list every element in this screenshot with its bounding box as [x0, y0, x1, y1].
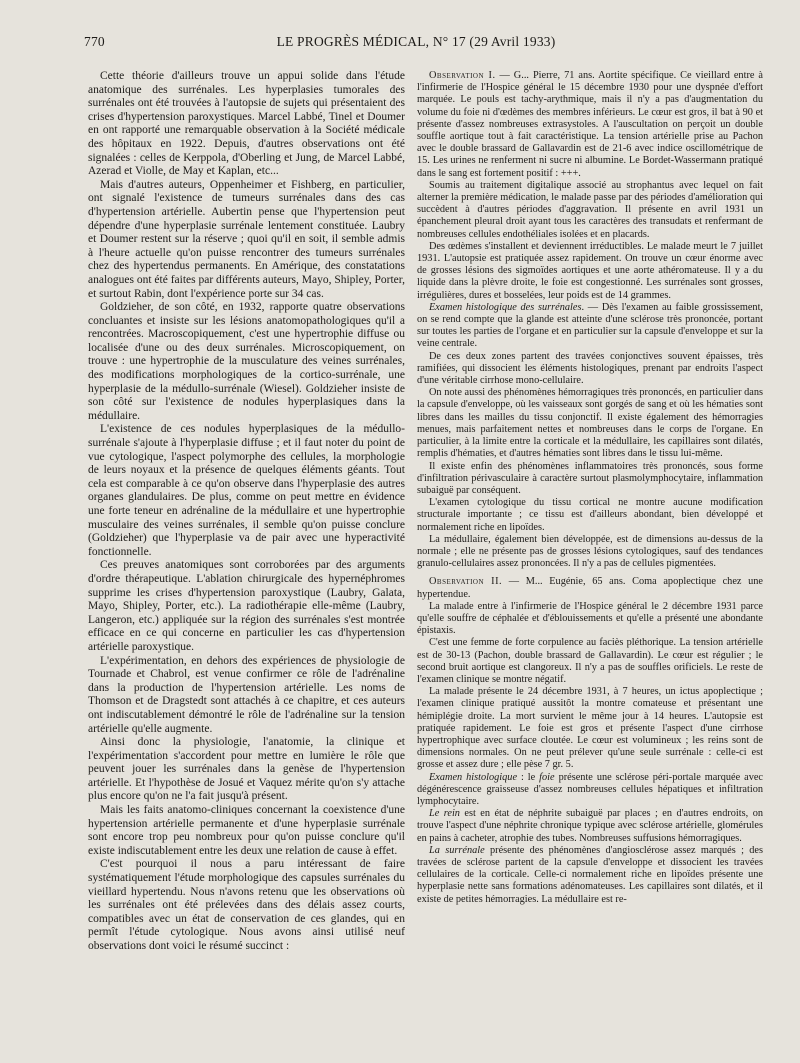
left-column	[88, 70, 405, 1037]
histology-heading: Examen histologique	[429, 771, 518, 783]
paragraph: Soumis au traitement digitalique associé au strophantus avec lequel on fait alterner la première médication, le malade passe par des périodes d'amélioration qui succèdent à d'autres périodes d'aggravation. Il présente en avril 1931 un épanchement pleural droit ayant tous les caractères des transudats et renfermant de nombreuses cellules endothéliales isolées et en placards.	[417, 179, 763, 240]
paragraph: L'examen cytologique du tissu cortical ne montre aucune modification structurale importante ; ce tissu est d'ailleurs abondant, bien développé et normalement riche en lipoïdes.	[417, 497, 763, 533]
paragraph	[417, 845, 763, 906]
histology-text: . — Dès l'examen au faible grossissement, on se rend compte que la glande est atteinte d'une sclérose très prononcée, portant sur toutes les parties de l'organe et en particulier sur la capsule d'enveloppe et sur la veine centrale.	[417, 301, 763, 350]
paragraph: Des œdèmes s'installent et deviennent irréductibles. Le malade meurt le 7 juillet 1931. L'autopsie est pratiquée assez rapidement. On trouve un cœur énorme avec de grosses lésions des sigmoïdes aortiques et une aorte athéromateuse. Il y a du liquide dans la plèvre droite, le foie est congestionné. Les surrénales sont grosses, irrégulières, dures et bosselées, leur poids est de 14 grammes.	[417, 240, 763, 301]
paragraph: Cette théorie d'ailleurs trouve un appui solide dans l'étude anatomique des surrénales. Les hyperplasies tumorales des surrénales ont été trouvées à l'autopsie de sujets qui présentaient des crises d'hypertension paroxystiques. Marcel Labbé, Tinel et Doumer en ont rapporté une remarquable observation à la Société médicale des hôpitaux en 1922. Depuis, d'autres observations ont été signalées : celles de Kerppola, d'Oberling et Jung, de Marcel Labbé, Azerad et Violle, de May et Kaplan, etc...	[88, 70, 405, 178]
page-number: 770	[84, 34, 105, 49]
paragraph: La malade présente le 24 décembre 1931, à 7 heures, un ictus apoplectique ; l'examen clinique pratiqué aussitôt la montre comateuse et présentant une hémiplégie droite. La mort survient le même jour à 14 heures. L'autopsie est pratiquée rapidement. Le foie est gros et présente l'aspect d'une cirrhose hypertrophique avec surface cloutée. Le cœur est volumineux ; les reins sont de dimensions normales. On ne peut prélever qu'une seule surrénale : celle-ci est grosse et assez dure ; elle pèse 7 gr. 5.	[417, 686, 763, 771]
paragraph: L'expérimentation, en dehors des expériences de physiologie de Tournade et Chabrol, est venue confirmer ce rôle de l'adrénaline dans la production de l'hypertension artérielle. Les noms de Thomson et de Dragstedt sont attachés à ce chapitre, et ces auteurs ont indiscutablement démontré le rôle de l'adrénaline sur la tension artérielle qu'elle augmente.	[88, 654, 405, 735]
paragraph: L'existence de ces nodules hyperplasiques de la médullo-surrénale s'ajoute à l'hyperplasie diffuse ; et il faut noter du point de vue cytologique, l'aspect polymorphe des cellules, la morphologie de leurs noyaux et la présence de quelques éléments géants. Tout cela est comparable à ce qu'on observe dans l'hyperplasie des autres organes glandulaires. De plus, comme on peut mettre en évidence une forte teneur en adrénaline de la médullaire et une hypertrophie musculaire des veines surrénales, il semble qu'on puisse conclure (Goldzieher) que l'hyperplasie va de pair avec une hyperactivité fonctionnelle.	[88, 423, 405, 558]
text-run: présente une sclérose péri-portale marquée avec dégénérescence graisseuse d'assez nombreuses cellules hépatiques et infiltration lymphocytaire.	[417, 771, 763, 807]
organ-term: Le rein	[429, 808, 460, 820]
paragraph: La malade entre à l'infirmerie de l'Hospice général le 2 décembre 1931 parce qu'elle souffre de céphalée et d'éblouissements et qu'elle a présenté une abondante épistaxis.	[417, 600, 763, 637]
paragraph: C'est pourquoi il nous a paru intéressant de faire systématiquement l'étude morphologique des capsules surrénales du vieillard hypertendu. Nous n'avons retenu que les observations où les surrénales ont été prélevées dans des délais assez courts, compatibles avec un état de conservation de ces glandes, qui en permît l'étude cytologique. Nous avons ainsi utilisé neuf observations dont voici le résumé succinct :	[88, 858, 405, 952]
paragraph: Mais les faits anatomo-cliniques concernant la coexistence d'une hypertension artérielle permanente et d'une hyperplasie surrénale sont encore trop peu nombreux pour qu'on puisse conclure qu'il existe indiscutablement entre les deux une relation de cause à effet.	[88, 804, 405, 857]
paragraph: On note aussi des phénomènes hémorragiques très prononcés, en particulier dans la capsule d'enveloppe, où les vaisseaux sont gorgés de sang et où les hématies sont libres dans les mailles du tissu conjonctif. Il existe également des hémorragies menues, mais parfaitement nettes et nombreuses dans le corps de l'organe. En particulier, à la limite entre la corticale et la médullaire, les capillaires sont dilatés, remplis d'hématies, et d'autres hématies sont libres dans le tissu lui-même.	[417, 387, 763, 460]
paragraph: Il existe enfin des phénomènes inflammatoires très prononcés, sous forme d'infiltration périvasculaire à caractère surtout plasmolymphocytaire, inflammation subaiguë par conséquent.	[417, 460, 763, 496]
text-run: présente des phénomènes d'angiosclérose assez marqués ; des travées de sclérose partent de la capsule d'enveloppe et dissocient les travées cellulaires de la corticale. Celle-ci normalement riche en lipoïdes présente une hyperplasie nette sans formations adénomateuses. Les capillaires sont dilatés, et il existe de petites hémorragies. La médullaire est re-	[417, 844, 763, 905]
text-run: : le	[517, 771, 540, 783]
organ-term: La surrénale	[429, 844, 485, 856]
paragraph: Mais d'autres auteurs, Oppenheimer et Fishberg, en particulier, ont signalé l'existence de tumeurs surrénales dans des cas d'hypertension artérielle. Aubertin pense que l'hypertension peut dépendre d'une hyperplasie surrénale lentement constituée. Laubry et Doumer restent sur la réserve ; quoi qu'il en soit, il semble admis à l'heure actuelle qu'on puisse rencontrer des tumeurs surrénales chez des hypertendus permanents. En Amérique, des constatations analogues ont été faites par différents auteurs, Mayo, Shipley, Porter, et surtout Rabin, dont l'expérience porte sur 34 cas.	[88, 178, 405, 300]
paragraph: Ainsi donc la physiologie, l'anatomie, la clinique et l'expérimentation s'accordent pour mettre en lumière le rôle que peuvent jouer les surrénales dans la genèse de l'hypertension artérielle. Et l'hypothèse de Josué et Vaquez mérite qu'on s'y attache plus encore qu'on ne l'a fait jusqu'à présent.	[88, 736, 405, 803]
organ-term: foie	[539, 771, 555, 783]
right-column	[417, 70, 763, 1037]
observation-2-label: Observation II.	[429, 576, 503, 588]
text-run: est en état de néphrite subaiguë par places ; en d'autres endroits, on trouve l'aspect d'une néphrite chronique typique avec sclérose artérielle, glomérules en pains à cacheter, atrophie des tubes. Nombreuses suffusions hémorragiques.	[417, 808, 763, 844]
histology-paragraph	[417, 302, 763, 351]
observation-1-text: — G... Pierre, 71 ans. Aortite spécifique. Ce vieillard entre à l'infirmerie de l'Hospice général le 15 décembre 1930 pour une dyspnée d'effort marquée. Le pouls est tachy-arythmique, mais il n'y a pas d'augmentation du volume du foie ni d'œdèmes des membres inférieurs. Le cœur est gros, il bat à 90 et présente d'assez nombreuses extrasystoles. A l'auscultation on perçoit un double souffle aortique tout à fait caractéristique. La tension artérielle prise au Pachon avec le double brassard de Gallavardin est de 21-6 avec indice oscillométrique de 15. Les urines ne renferment ni sucre ni albumine. Le Bordet-Wassermann pratiqué dans le sang est fortement positif : +++.	[417, 70, 763, 179]
paragraph: De ces deux zones partent des travées conjonctives souvent épaisses, très ramifiées, qui dissocient les éléments histologiques, prenant par endroits l'aspect d'une véritable cirrhose mono-cellulaire.	[417, 350, 763, 387]
paragraph	[417, 808, 763, 845]
paragraph: Ces preuves anatomiques sont corroborées par des arguments d'ordre thérapeutique. L'ablation chirurgicale des hypernéphromes supprime les crises d'hypertension paroxystique (Laubry, Galata, Mayo, Shipley, Porter, etc.). La radiothérapie elle-même (Laubry, Langeron, etc.) appliquée sur la région des surrénales s'est montrée efficace en ce qui concerne en particulier les cas d'hypertension artérielle paroxystique.	[88, 559, 405, 653]
histology-paragraph	[417, 772, 763, 809]
paragraph: Goldzieher, de son côté, en 1932, rapporte quatre observations concluantes et insiste sur les lésions anatomopathologiques qu'il a rencontrées. Macroscopiquement, c'est une hypertrophie diffuse ou localisée d'une ou des deux surrénales. Microscopiquement, on trouve : une hypertrophie de la musculature des veines surrénales, des modifications morphologiques de la cortico-surrénale, une hyperplasie de la médullo-surrénale (Wiesel). Goldzieher insiste de son côté sur l'existence de nodules hyperplasiques dans la médullaire.	[88, 301, 405, 422]
page-header	[84, 34, 748, 54]
observation-2	[417, 576, 763, 600]
paragraph: C'est une femme de forte corpulence au faciès pléthorique. La tension artérielle est de 30-13 (Pachon, double brassard de Gallavardin). Le cœur est régulier ; le second bruit aortique est clangoreux. Il n'y a pas de souffles orificiels. Le reste de l'examen clinique se montre négatif.	[417, 637, 763, 685]
observation-2-text: — M... Eugénie, 65 ans. Coma apoplectique chez une hypertendue.	[417, 576, 763, 600]
journal-title: LE PROGRÈS MÉDICAL, N° 17 (29 Avril 1933)	[276, 34, 556, 49]
observation-1	[417, 70, 763, 180]
histology-heading: Examen histologique des surrénales	[429, 301, 582, 313]
observation-1-label: Observation I.	[429, 70, 496, 81]
paragraph: La médullaire, également bien développée, est de dimensions au-dessus de la normale ; elle ne présente pas de grosses lésions cytologiques, sauf des tendances granulo-cellulaires assez prononcées. Il n'y a pas de cellules pigmentées.	[417, 533, 763, 570]
